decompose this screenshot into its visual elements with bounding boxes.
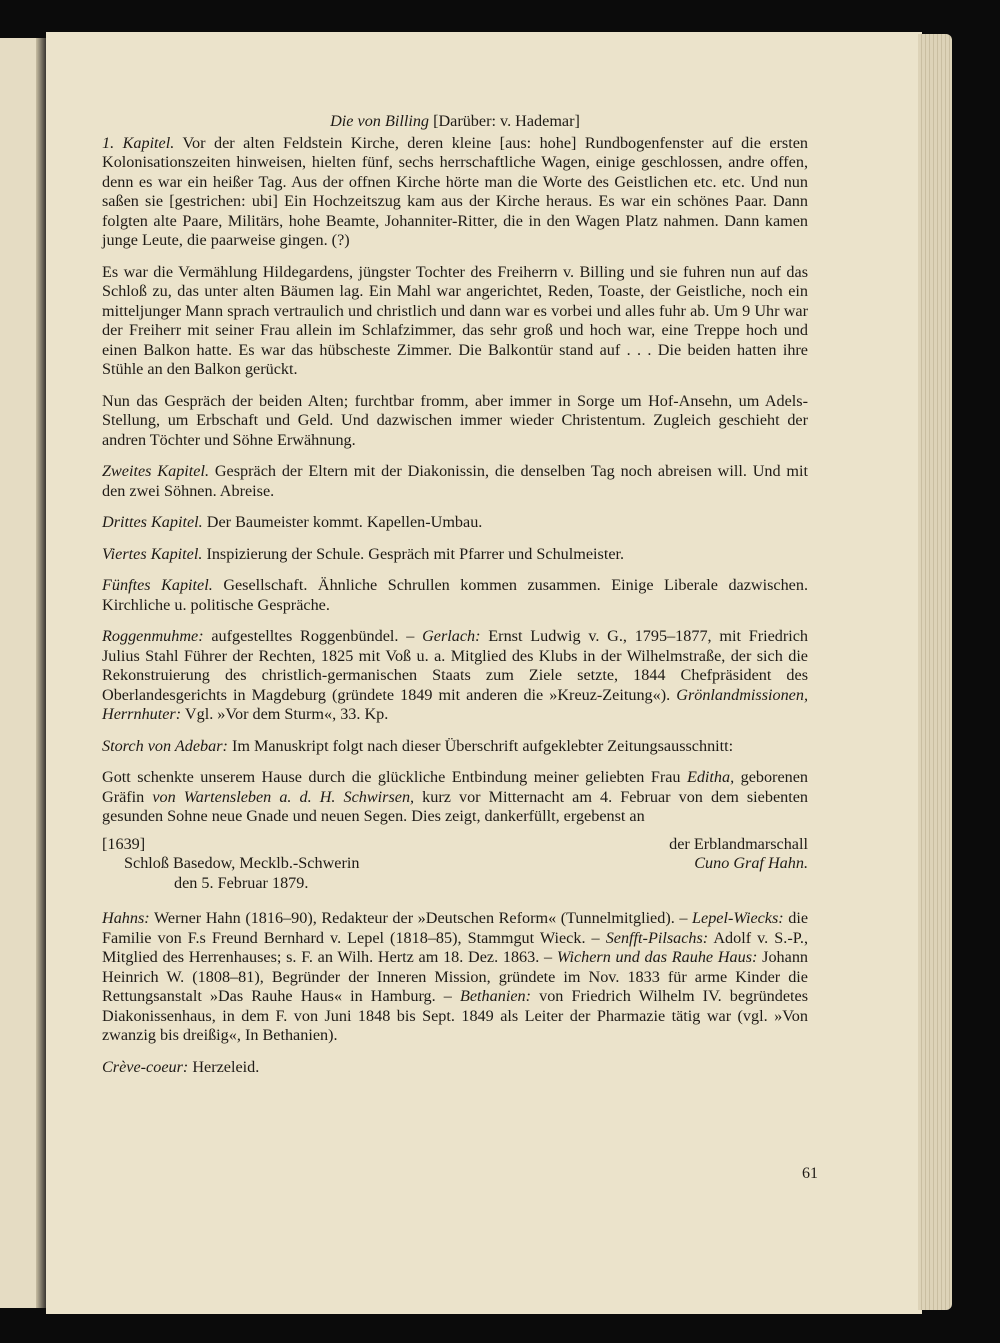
signature-place-block	[102, 835, 482, 894]
note-roggenmuhme: Roggenmuhme: aufgestelltes Roggenbündel. – Gerlach: Ernst Ludwig v. G., 1795–1877, mit Friedrich Julius Stahl Führer der Rechten, 1825 mit Voß u. a. Mitglied des Klubs in der Wilhelmstraße, der sich die Rekonstruierung des christlich-germanischen Staats zum Ziele setzte, 1844 Chefpräsident des Oberlandesgerichts in Magdeburg (gründete 1849 mit anderen die »Kreuz-Zeitung«). Grönlandmissionen, Herrnhuter: Vgl. »Vor dem Sturm«, 33. Kp.	[102, 627, 809, 723]
signature-name: Cuno Graf Hahn.	[694, 854, 808, 872]
page-stack-edge	[918, 34, 952, 1310]
clipping-signature	[102, 835, 808, 894]
signature-date: den 5. Februar 1879.	[174, 873, 309, 892]
chapter-2: Zweites Kapitel. Gespräch der Eltern mit der Diakonissin, die denselben Tag noch abreisen will. Und mit den zwei Söhnen. Abreise.	[102, 462, 809, 500]
note-hahns: Hahns: Werner Hahn (1816–90), Redakteur der »Deutschen Reform« (Tunnelmitglied). – Lepel-Wiecks: die Familie von F.s Freund Bernhard v. Lepel (1818–85), Stammgut Wieck. – Senfft-Pilsachs: Adolf v. S.-P., Mitglied des Herrenhauses; s. F. an Wilh. Hertz am 18. Dez. 1863. – Wichern und das Rauhe Haus: Johann Heinrich W. (1808–81), Begründer der Inneren Mission, gründete im Nov. 1833 für arme Kinder die Rettungsanstalt »Das Rauhe Haus« in Hamburg. – Bethanien: von Friedrich Wilhelm IV. begründetes Diakonissenhaus, in dem F. von Juni 1848 bis Sept. 1849 als Leiter der Pharmazie tätig war (vgl. »Von zwanzig bis dreißig«, In Bethanien).	[102, 909, 809, 1044]
page-body	[102, 112, 808, 1089]
chapter-5: Fünftes Kapitel. Gesellschaft. Ähnliche Schrullen kommen zusammen. Einige Liberale dazwischen. Kirchliche u. politische Gespräche.	[102, 576, 809, 614]
chapter-3: Drittes Kapitel. Der Baumeister kommt. Kapellen-Umbau.	[102, 513, 483, 531]
note-storch: Storch von Adebar: Im Manuskript folgt nach dieser Überschrift aufgeklebter Zeitungsausschnitt:	[102, 736, 734, 755]
note-creve-coeur: Crève-coeur: Herzeleid.	[102, 1057, 260, 1076]
newspaper-clipping: Gott schenkte unserem Hause durch die glückliche Entbindung meiner geliebten Frau Editha, geborenen Gräfin von Wartensleben a. d. H. Schwirsen, kurz vor Mitternacht am 4. Februar von dem siebenten gesunden Sohne neue Gnade und neuen Segen. Dies zeigt, dankerfüllt, ergebenst an	[102, 768, 809, 825]
draft-title: Die von Billing [Darüber: v. Hademar]	[330, 112, 580, 130]
paragraph-conversation: Nun das Gespräch der beiden Alten; furchtbar fromm, aber immer in Sorge um Hof-Ansehn, um Adels-Stellung, um Erbschaft und Geld. Und dazwischen immer wieder Christentum. Zugleich geschieht der andren Töchter und Söhne Erwähnung.	[102, 391, 808, 449]
chapter-4: Viertes Kapitel. Inspizierung der Schule. Gespräch mit Pfarrer und Schulmeister.	[102, 544, 625, 563]
signature-place: Schloß Basedow, Mecklb.-Schwerin	[124, 854, 360, 872]
clipping-number: [1639]	[102, 834, 146, 853]
chapter-1: 1. Kapitel. Vor der alten Feldstein Kirche, deren kleine [aus: hohe] Rundbogenfenster auf die ersten Kolonisationszeiten hinweisen, hielten fünf, sechs herrschaftliche Wagen, einige geschlossen, andre offen, denn es war ein heißer Tag. Aus der offnen Kirche hörte man die Worte des Geistlichen etc. etc. Und nun saßen sie [gestrichen: ubi] Ein Hochzeitszug kam aus der Kirche heraus. Es war ein schönes Paar. Dann folgten alte Paare, Militärs, hohe Beamte, Johanniter-Ritter, die in den Wagen Platz nahmen. Dann kamen junge Leute, die paarweise gingen. (?)	[102, 133, 808, 249]
page-number: 61	[802, 1165, 818, 1182]
paragraph-wedding: Es war die Vermählung Hildegardens, jüngster Tochter des Freiherrn v. Billing und sie fuhren nun auf das Schloß zu, das unter alten Bäumen lag. Ein Mahl war angerichtet, Reden, Toaste, der Geistliche, noch ein mitteljunger Mann sprach vertraulich und christlich und dann war es vorbei und alles fuhr ab. Um 9 Uhr war der Freiherr mit seiner Frau allein im Schlafzimmer, das sehr groß und hoch war, eine Treppe hoch und einen Balkon hatte. Es war das hübscheste Zimmer. Die Balkontür stand auf . . . Die beiden hatten ihre Stühle an den Balkon gerückt.	[102, 262, 808, 378]
book-gutter	[36, 38, 46, 1308]
signature-name-block	[669, 835, 808, 894]
signature-role: der Erblandmarschall	[669, 834, 808, 853]
